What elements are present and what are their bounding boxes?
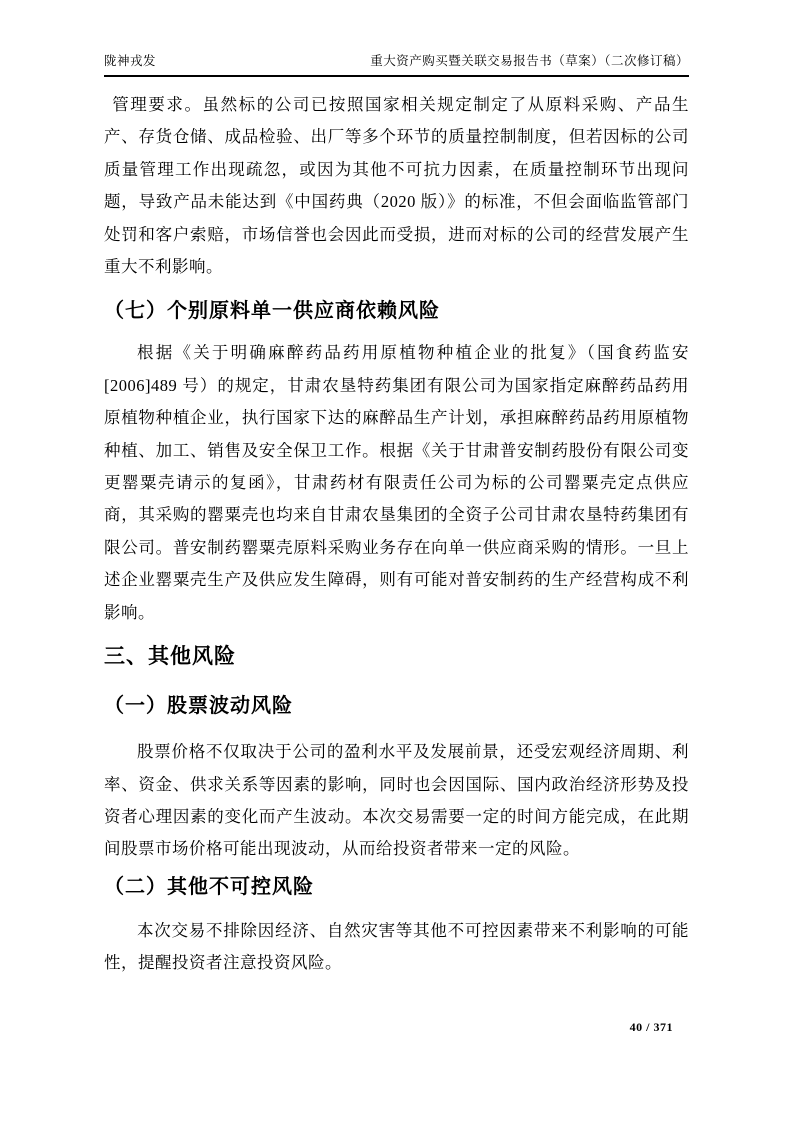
- heading-section-seven-single-supplier-risk: （七）个别原料单一供应商依赖风险: [104, 300, 440, 323]
- page-number: 40 / 371: [629, 1020, 673, 1034]
- paragraph-uncontrollable-risk: 本次交易不排除因经济、自然灾害等其他不可控因素带来不利影响的可能性，提醒投资者注意投资风险。: [104, 920, 689, 973]
- page-header: [104, 52, 689, 77]
- header-report-title: 重大资产购买暨关联交易报告书（草案）（二次修订稿）: [370, 54, 689, 68]
- paragraph-quality-risk-continuation: 管理要求。虽然标的公司已按照国家相关规定制定了从原料采购、产品生产、存货仓储、成品检验、出厂等多个环节的质量控制制度，但若因标的公司质量管理工作出现疏忽，或因为其他不可抗力因素，在质量控制环节出现问题，导致产品未能达到《中国药典（2020 版）》的标准，不但会面临监管部门处罚和客户索赔，市场信誉也会因此而受损，进而对标的公司的经营发展产生重大不利影响。: [104, 95, 689, 277]
- heading-section-one-stock-volatility-risk: （一）股票波动风险: [104, 695, 293, 718]
- heading-section-two-other-uncontrollable-risk: （二）其他不可控风险: [104, 875, 314, 898]
- heading-chapter-three-other-risks: 三、其他风险: [104, 645, 236, 669]
- paragraph-single-supplier-risk: 根据《关于明确麻醉药品药用原植物种植企业的批复》（国食药监安[2006]489 号）的规定，甘肃农垦特药集团有限公司为国家指定麻醉药品药用原植物种植企业，执行国家下达的麻醉品生产计划，承担麻醉药品药用原植物种植、加工、销售及安全保卫工作。根据《关于甘肃普安制药股份有限公司变更罂粟壳请示的复函》，甘肃药材有限责任公司为标的公司罂粟壳定点供应商，其采购的罂粟壳也均来自甘肃农垦集团的全资子公司甘肃农垦特药集团有限公司。普安制药罂粟壳原料采购业务存在向单一供应商采购的情形。一旦上述企业罂粟壳生产及供应发生障碍，则有可能对普安制药的生产经营构成不利影响。: [104, 343, 689, 622]
- header-company-name: 陇神戎发: [104, 54, 157, 68]
- paragraph-stock-volatility-risk: 股票价格不仅取决于公司的盈利水平及发展前景，还受宏观经济周期、利率、资金、供求关系等因素的影响，同时也会因国际、国内政治经济形势及投资者心理因素的变化而产生波动。本次交易需要一定的时间方能完成，在此期间股票市场价格可能出现波动，从而给投资者带来一定的风险。: [104, 742, 689, 859]
